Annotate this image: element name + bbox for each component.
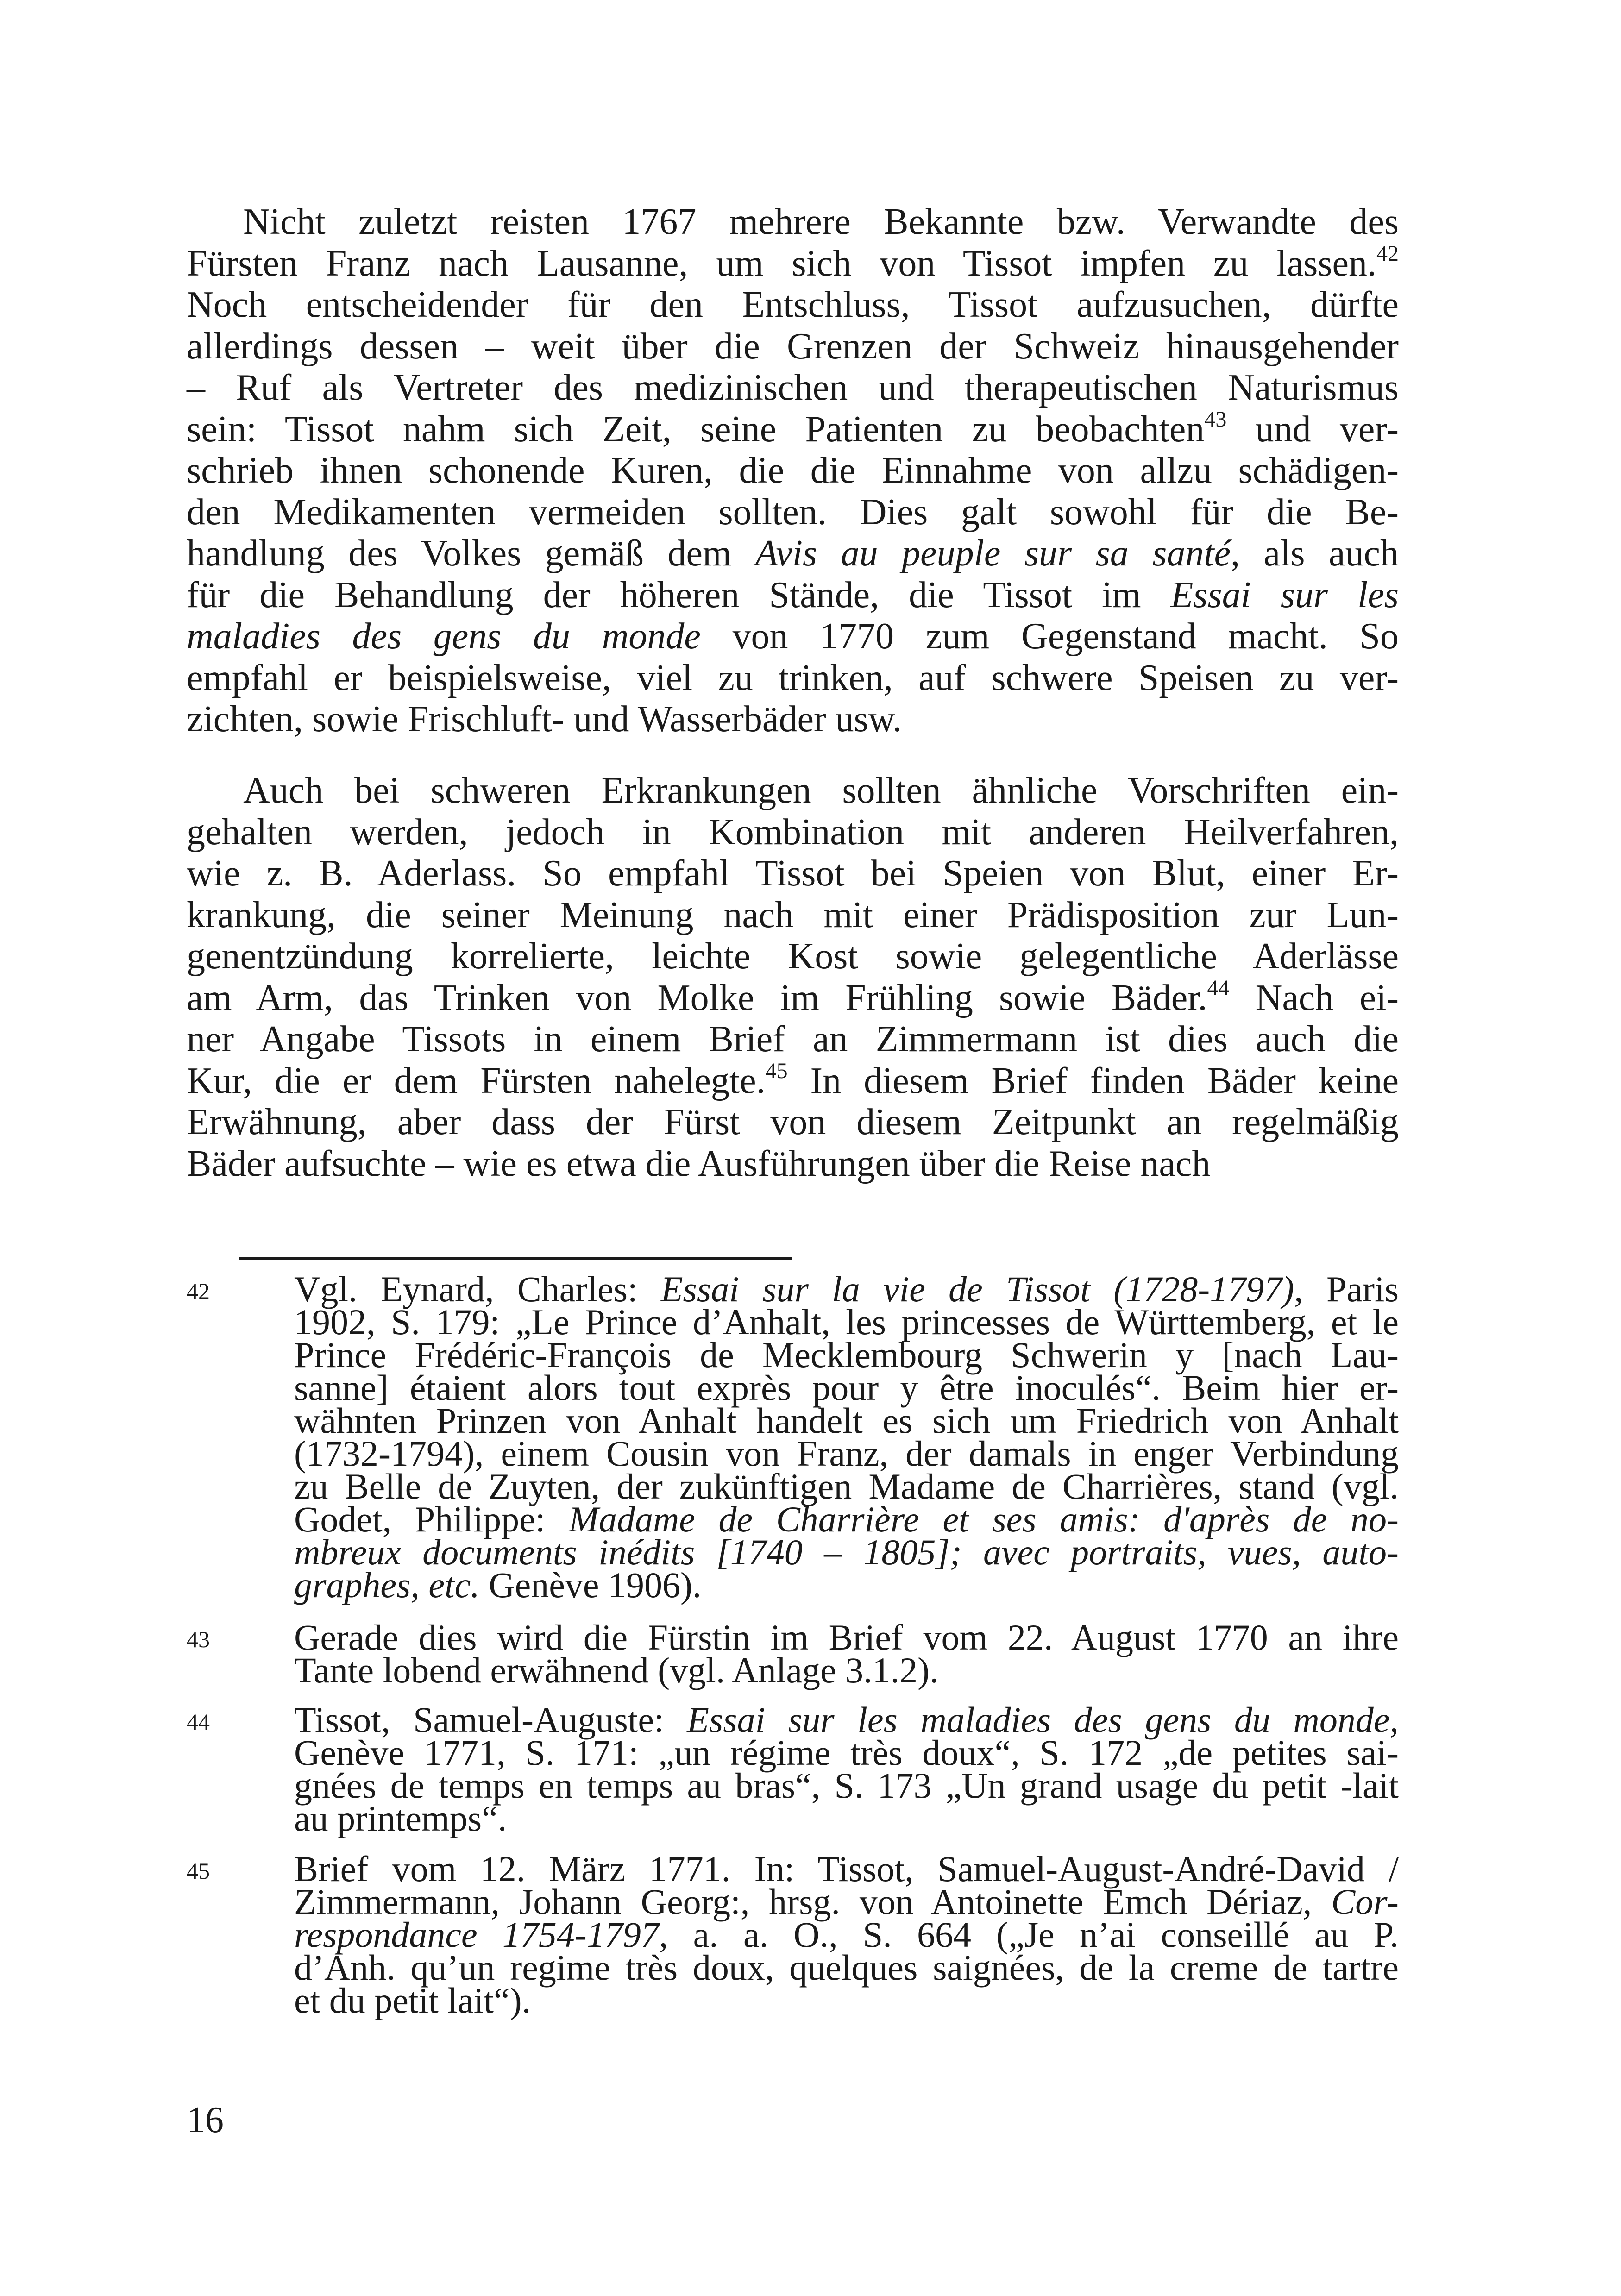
italic-title: graphes, etc.: [294, 1565, 480, 1605]
text-line: am Arm, das Trinken von Molke im Frühling sowie Bäder.$^{44}$ Nach ei-: [187, 975, 1399, 1018]
italic-title: Madame de Charrière et ses amis: d'après de no-: [569, 1499, 1399, 1539]
footnote-reference: 44: [1207, 975, 1230, 1000]
text-line: zu Belle de Zuyten, der zukünftigen Madame de Charrières, stand (vgl.: [294, 1466, 1399, 1506]
text-line: sanne] étaient alors tout exprès pour y être inoculés“. Beim hier er-: [294, 1368, 1399, 1408]
footnote-number: 42: [187, 1278, 210, 1304]
italic-title: Essai sur la vie de Tissot (1728-1797): [660, 1269, 1294, 1309]
footnote-45: [294, 1849, 1399, 2020]
text-line: Genève 1771, S. 171: „un régime très doux“, S. 172 „de petites sai-: [294, 1732, 1399, 1773]
italic-title: Cor-: [1331, 1882, 1399, 1922]
italic-title: respondance 1754-1797: [294, 1914, 659, 1955]
text-line: ner Angabe Tissots in einem Brief an Zimmermann ist dies auch die: [187, 1019, 1399, 1060]
text-line: gehalten werden, jedoch in Kombination mit anderen Heilverfahren,: [187, 811, 1399, 853]
italic-title: Essai sur les maladies des gens du monde: [687, 1700, 1390, 1740]
text-line: wähnten Prinzen von Anhalt handelt es sich um Friedrich von Anhalt: [294, 1400, 1399, 1441]
paragraph-2: [187, 770, 1399, 1185]
text-line: Gerade dies wird die Fürstin im Brief vom 22. August 1770 an ihre: [294, 1617, 1399, 1657]
text-line: Bäder aufsuchte – wie es etwa die Ausführungen über die Reise nach: [187, 1143, 1211, 1184]
text-line: Kur, die er dem Fürsten nahelegte.$^{45}$ In diesem Brief finden Bäder keine: [187, 1058, 1399, 1101]
text-line: Zimmermann, Johann Georg:, hrsg. von Antoinette Emch Dériaz, Cor-: [294, 1882, 1399, 1922]
text-line: Tissot, Samuel-Auguste: Essai sur les maladies des gens du monde,: [294, 1700, 1399, 1740]
footnote-number: 43: [187, 1626, 210, 1652]
text-line: d’Anh. qu’un regime très doux, quelques saignées, de la creme de tartre: [294, 1947, 1399, 1988]
text-line: respondance 1754-1797, a. a. O., S. 664 („Je n’ai conseillé au P.: [294, 1914, 1399, 1955]
text-line: Vgl. Eynard, Charles: Essai sur la vie de Tissot (1728-1797), Paris: [294, 1269, 1399, 1309]
italic-title: Avis au peuple sur sa santé: [755, 533, 1231, 574]
text-line: Godet, Philippe: Madame de Charrière et ses amis: d'après de no-: [294, 1499, 1399, 1539]
text-line: handlung des Volkes gemäß dem Avis au peuple sur sa santé, als auch: [187, 533, 1399, 574]
text-line: den Medikamenten vermeiden sollten. Dies galt sowohl für die Be-: [187, 491, 1399, 533]
text-line: maladies des gens du monde von 1770 zum Gegenstand macht. So: [187, 616, 1399, 657]
text-line: (1732-1794), einem Cousin von Franz, der damals in enger Verbindung: [294, 1433, 1399, 1474]
text-line: krankung, die seiner Meinung nach mit einer Prädisposition zur Lun-: [187, 894, 1399, 935]
text-line: Nicht zuletzt reisten 1767 mehrere Bekannte bzw. Verwandte des: [243, 201, 1399, 242]
text-line: Tante lobend erwähnend (vgl. Anlage 3.1.2).: [294, 1650, 939, 1690]
footnote-43: [294, 1617, 1399, 1690]
text-line: graphes, etc. Genève 1906).: [294, 1565, 702, 1605]
text-line: genentzündung korrelierte, leichte Kost sowie gelegentliche Aderlässe: [187, 936, 1399, 977]
italic-title: maladies des gens du monde: [187, 616, 701, 657]
text-line: Prince Frédéric-François de Mecklembourg Schwerin y [nach Lau-: [294, 1335, 1399, 1375]
footnote-reference: 45: [765, 1058, 788, 1083]
paragraph-1: [187, 201, 1399, 740]
text-line: gnées de temps en temps au bras“, S. 173 „Un grand usage du petit -lait: [294, 1765, 1399, 1806]
text-line: [294, 1532, 1399, 1572]
text-line: sein: Tissot nahm sich Zeit, seine Patienten zu beobachten$^{43}$ und ver-: [187, 407, 1399, 450]
text-line: au printemps“.: [294, 1798, 507, 1838]
footnote-44: [294, 1700, 1399, 1838]
text-line: – Ruf als Vertreter des medizinischen und therapeutischen Naturismus: [187, 367, 1399, 408]
text-line: schrieb ihnen schonende Kuren, die die Einnahme von allzu schädigen-: [187, 450, 1399, 491]
page-number: 16: [187, 2100, 224, 2140]
text-line: Auch bei schweren Erkrankungen sollten ähnliche Vorschriften ein-: [243, 770, 1399, 811]
footnote-reference: 42: [1376, 241, 1399, 266]
text-line: für die Behandlung der höheren Stände, die Tissot im Essai sur les: [187, 574, 1399, 615]
footnote-separator: [239, 1257, 792, 1260]
italic-title: Essai sur les: [1170, 574, 1399, 615]
text-line: wie z. B. Aderlass. So empfahl Tissot bei Speien von Blut, einer Er-: [187, 853, 1399, 894]
text-line: 1902, S. 179: „Le Prince d’Anhalt, les princesses de Württemberg, et le: [294, 1302, 1399, 1342]
footnote-reference: 43: [1204, 407, 1227, 432]
italic-title: mbreux documents inédits [1740 – 1805]; avec portraits, vues, auto-: [294, 1532, 1399, 1572]
text-line: et du petit lait“).: [294, 1980, 531, 2020]
text-line: Noch entscheidender für den Entschluss, Tissot aufzusuchen, dürfte: [187, 284, 1399, 325]
text-line: allerdings dessen – weit über die Grenzen der Schweiz hinausgehender: [187, 326, 1399, 367]
footnote-42: [294, 1269, 1399, 1605]
text-line: Brief vom 12. März 1771. In: Tissot, Samuel-August-André-David /: [294, 1849, 1399, 1889]
text-line: empfahl er beispielsweise, viel zu trinken, auf schwere Speisen zu ver-: [187, 657, 1399, 698]
footnote-number: 44: [187, 1709, 210, 1735]
text-line: zichten, sowie Frischluft- und Wasserbäder usw.: [187, 699, 902, 740]
text-line: Fürsten Franz nach Lausanne, um sich von Tissot impfen zu lassen.$^{42}$: [187, 241, 1399, 284]
text-line: Erwähnung, aber dass der Fürst von diesem Zeitpunkt an regelmäßig: [187, 1102, 1399, 1142]
footnote-number: 45: [187, 1858, 210, 1884]
